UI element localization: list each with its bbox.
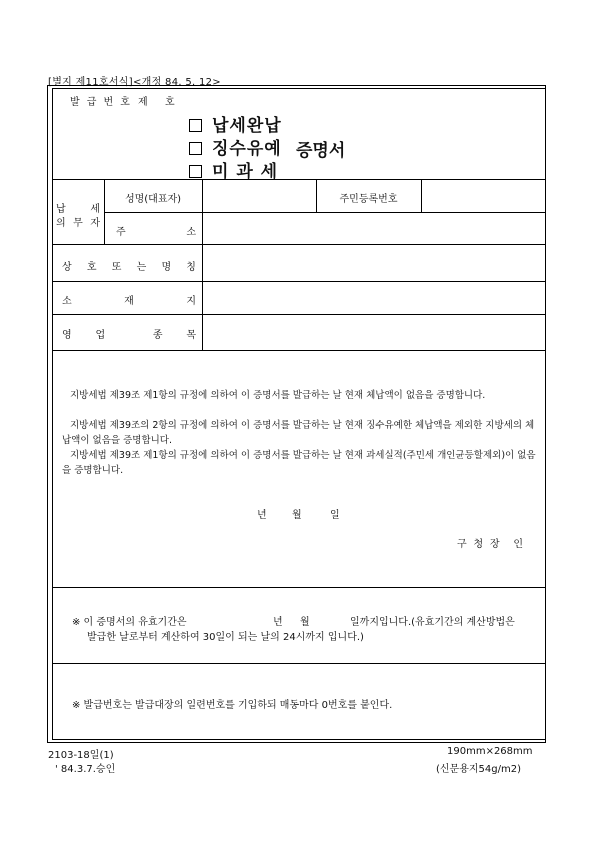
business-type-label: 영 업 종 목 (62, 330, 196, 341)
statement-deferred: 지방세법 제39조의 2항의 규정에 의하여 이 증명서를 발급하는 날 현재 징수유예한 체납액을 제외한 지방세의 체납액이 없음을 증명합니다. (62, 420, 535, 446)
date-year: 년 (257, 510, 267, 521)
paper-size: 190mm×268mm (447, 746, 533, 757)
validity-note-suffix: 일까지입니다.(유효기간의 계산방법은 (350, 617, 515, 628)
trade-name-label: 상 호 또 는 명 칭 (62, 262, 196, 273)
id-number-field[interactable] (422, 181, 544, 211)
validity-note-month: 월 (300, 617, 310, 628)
statement-nontaxed: 지방세법 제39조 제1항의 규정에 의하여 이 증명서를 발급하는 날 현재 과세실적(주민세 개인균등할제외)이 없음을 증명합니다. (62, 450, 536, 476)
issue-number-note: ※ 발급번호는 발급대장의 일련번호를 기입하되 매동마다 0번호를 붙인다. (72, 700, 393, 711)
form-reference: [별지 제11호서식]<개정 84. 5. 12> (48, 77, 221, 88)
address-field[interactable] (203, 213, 544, 243)
business-type-field[interactable] (203, 316, 544, 349)
address-label: 주 소 (116, 227, 196, 238)
location-label: 소 재 지 (62, 296, 196, 307)
issue-je: 제 (138, 97, 148, 108)
title-option-paid: 납세완납 (189, 111, 282, 136)
checkbox-deferred[interactable] (189, 142, 202, 155)
issuer-seal-label: 구 청 장 인 (457, 539, 523, 550)
validity-note-year: 년 (273, 617, 283, 628)
statement-paid: 지방세법 제39조 제1항의 규정에 의하여 이 증명서를 발급하는 날 현재 체납액이 없음을 증명합니다. (70, 390, 486, 401)
checkbox-paid[interactable] (189, 119, 202, 132)
approval-date: ' 84.3.7.승인 (55, 764, 116, 775)
title-option-deferred: 징수유예 (189, 134, 282, 159)
taxpayer-side-label-1: 납 세 (56, 204, 100, 215)
issue-ho: 호 (165, 97, 175, 108)
title-suffix: 증명서 (296, 141, 346, 161)
name-label: 성명(대표자) (124, 194, 182, 205)
checkbox-nontaxed[interactable] (189, 165, 202, 178)
validity-note-prefix: ※ 이 증명서의 유효기간은 (72, 617, 187, 628)
date-month: 월 (292, 510, 302, 521)
date-day: 일 (330, 510, 340, 521)
paper-type: (신문용지54g/m2) (436, 764, 521, 775)
name-field[interactable] (203, 181, 315, 211)
location-field[interactable] (203, 283, 544, 313)
form-code: 2103-18일(1) (48, 750, 114, 761)
issue-number-label: 발 급 번 호 (70, 97, 130, 108)
title-option-nontaxed: 미 과 세 (189, 157, 278, 182)
id-number-label: 주민등록번호 (339, 194, 398, 205)
taxpayer-side-label-2: 의 무 자 (56, 218, 100, 229)
trade-name-field[interactable] (203, 246, 544, 280)
validity-note-line2: 발급한 날로부터 계산하여 30일이 되는 날의 24시까지 입니다.) (87, 632, 364, 643)
